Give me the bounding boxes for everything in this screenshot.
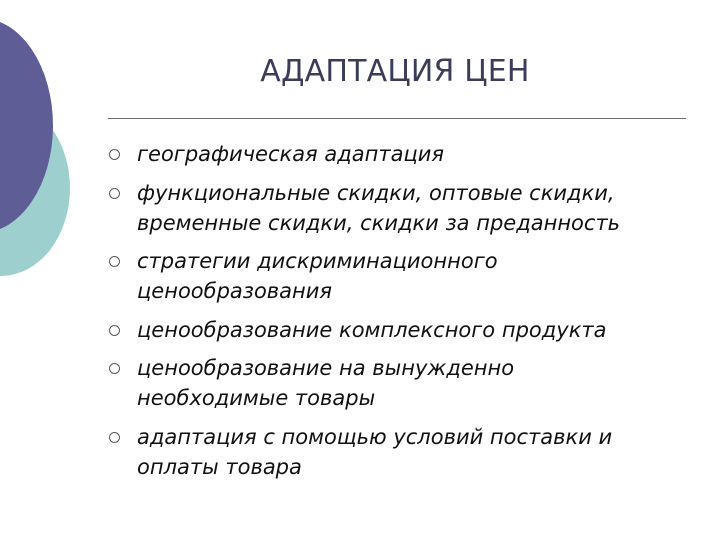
- bullet-item: [108, 246, 668, 306]
- bullet-item: [108, 178, 668, 238]
- circle-bullet-icon: [109, 363, 120, 374]
- bullet-item: [108, 353, 668, 413]
- slide-title: АДАПТАЦИЯ ЦЕН: [260, 54, 530, 89]
- circle-bullet-icon: [109, 432, 120, 443]
- circle-bullet-icon: [109, 325, 120, 336]
- bullet-item: [108, 315, 668, 345]
- circle-bullet-icon: [109, 188, 120, 199]
- bullet-text: стратегии дискриминационного ценообразования: [137, 249, 498, 303]
- bullet-text: географическая адаптация: [137, 142, 445, 166]
- bullet-text: ценообразование комплексного продукта: [137, 317, 607, 342]
- bullet-text: адаптация с помощью условий поставки и оплаты товара: [137, 424, 613, 479]
- bullet-list: [108, 139, 668, 490]
- bullet-text: ценообразование на вынужденно необходимые товары: [137, 356, 515, 410]
- bullet-text: функциональные скидки, оптовые скидки, временные скидки, скидки за преданность: [137, 180, 621, 235]
- bullet-item: [108, 139, 668, 169]
- bullet-item: [108, 422, 668, 482]
- circle-bullet-icon: [109, 256, 120, 267]
- circle-bullet-icon: [109, 149, 120, 160]
- title-divider: [108, 118, 686, 119]
